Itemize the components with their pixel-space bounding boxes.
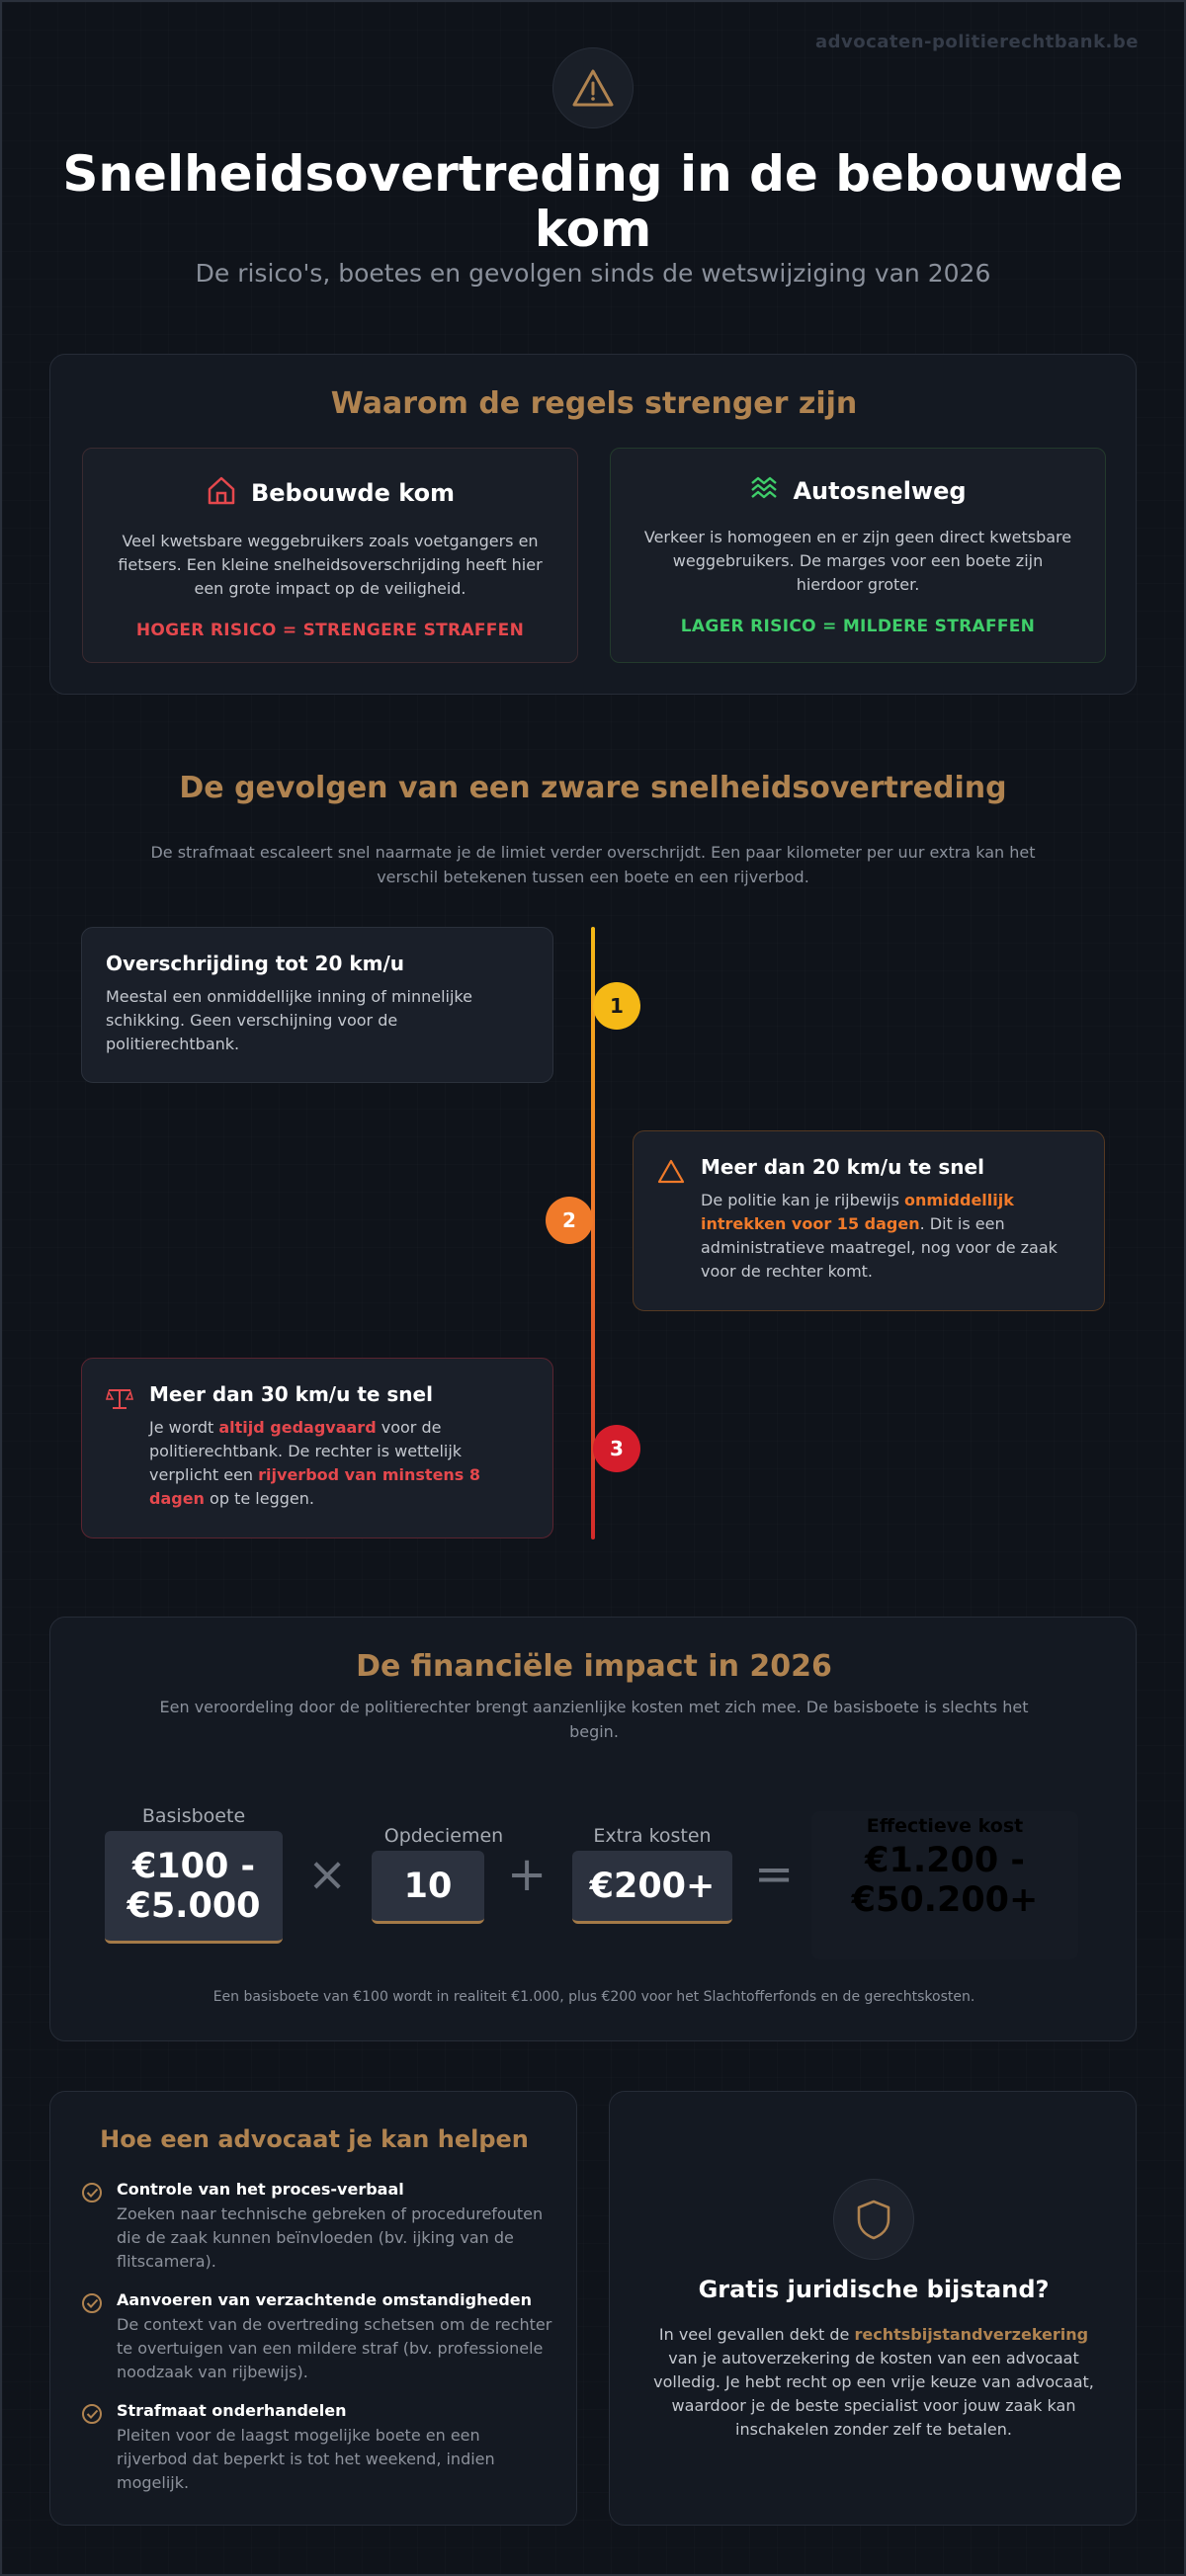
site-watermark: advocaten-politierechtbank.be	[814, 32, 1139, 52]
help-item-text: De context van de overtreding schetsen om de rechter te overtuigen van een mildere straf (bv. professionele noodzaak van rijbewijs).	[117, 2315, 552, 2381]
house-icon	[206, 474, 237, 512]
equals-operator: =	[754, 1847, 795, 1902]
warning-icon	[552, 47, 634, 128]
step-3-text: Je wordt altijd gedagvaard voor de politierechtbank. De rechter is wettelijk verplicht een rijverbod van minstens 8 dagen op te leggen.	[149, 1418, 481, 1508]
check-circle-icon	[81, 2182, 103, 2207]
step-2-text: De politie kan je rijbewijs onmiddellijk intrekken voor 15 dagen. Dit is een administratieve maatregel, nog voor de zaak voor de rechter komt.	[701, 1191, 1058, 1281]
plus-operator: +	[507, 1847, 548, 1902]
step-3-marker: 3	[593, 1425, 640, 1472]
multiplier-label: Opdeciemen	[383, 1825, 504, 1847]
rules-panel	[49, 354, 1137, 695]
financial-heading: De financiële impact in 2026	[356, 1649, 832, 1684]
base-fine-value: €100 - €5.000	[105, 1831, 283, 1944]
multiplier-value: 10	[372, 1851, 484, 1924]
highway-tag: LAGER RISICO = MILDERE STRAFFEN	[680, 617, 1036, 636]
step-2-card	[633, 1130, 1105, 1311]
help-item-text: Zoeken naar technische gebreken of procedurefouten die de zaak kunnen beïnvloeden (bv. ijking van de flitscamera).	[117, 2204, 544, 2271]
step-2-title: Meer dan 20 km/u te snel	[701, 1155, 984, 1179]
built-up-tag: HOGER RISICO = STRENGERE STRAFFEN	[135, 621, 525, 640]
help-item-title: Controle van het proces-verbaal	[117, 2180, 404, 2199]
step-1-text: Meestal een onmiddellijke inning of minnelijke schikking. Geen verschijning voor de politierechtbank.	[106, 987, 472, 1053]
built-up-header	[83, 474, 577, 512]
extra-costs-value: €200+	[572, 1851, 732, 1924]
check-circle-icon	[81, 2403, 103, 2429]
built-up-text: Veel kwetsbare weggebruikers zoals voetgangers en fietsers. Een kleine snelheidsoverschrijding heeft hier een grote impact op de veiligheid.	[118, 532, 543, 598]
help-item-title: Aanvoeren van verzachtende omstandigheden	[117, 2290, 533, 2309]
highway-header	[611, 474, 1105, 508]
help-item-text: Pleiten voor de laagst mogelijke boete en een rijverbod dat beperkt is tot het weekend, indien mogelijk.	[117, 2426, 495, 2492]
step-2-marker: 2	[546, 1197, 593, 1244]
help-item-2	[81, 2290, 555, 2384]
shield-icon	[833, 2179, 914, 2260]
consequences-heading: De gevolgen van een zware snelheidsovertreding	[179, 771, 1007, 805]
step-2-highlight: onmiddellijk intrekken voor 15 dagen	[701, 1191, 1014, 1233]
step-3-highlight-a: altijd gedagvaard	[218, 1418, 377, 1437]
step-1-marker: 1	[593, 982, 640, 1030]
rules-heading: Waarom de regels strenger zijn	[330, 386, 858, 421]
highway-text: Verkeer is homogeen en er zijn geen direct kwetsbare weggebruikers. De marges voor een boete zijn hierdoor groter.	[643, 528, 1072, 594]
check-circle-icon	[81, 2292, 103, 2318]
consequences-intro: De strafmaat escaleert snel naarmate je de limiet verder overschrijdt. Een paar kilometer per uur extra kan het verschil betekenen tussen een boete en een rijverbod.	[150, 843, 1036, 886]
effective-cost-value: €1.200 - €50.200+	[851, 1841, 1039, 1920]
step-1-card	[81, 927, 553, 1083]
financial-panel	[49, 1617, 1137, 2041]
warning-icon	[657, 1159, 685, 1189]
effective-cost-label: Effectieve kost	[866, 1815, 1024, 1837]
financial-intro: Een veroordeling door de politierechter brengt aanzienlijke kosten met zich mee. De basisboete is slechts het begin.	[159, 1698, 1029, 1741]
base-fine-label: Basisboete	[141, 1805, 246, 1827]
legal-aid-highlight: rechtsbijstandverzekering	[854, 2325, 1089, 2344]
page-subtitle: De risico's, boetes en gevolgen sinds de wetswijziging van 2026	[195, 259, 991, 288]
highway-card	[610, 448, 1106, 663]
help-heading: Hoe een advocaat je kan helpen	[100, 2125, 529, 2153]
help-item-title: Strafmaat onderhandelen	[117, 2401, 347, 2420]
extra-costs-label: Extra kosten	[593, 1825, 712, 1847]
help-item-1	[81, 2180, 555, 2274]
step-3-highlight-b: rijverbod van minstens 8 dagen	[149, 1465, 481, 1508]
step-3-title: Meer dan 30 km/u te snel	[149, 1382, 433, 1406]
highway-title: Autosnelweg	[793, 477, 967, 505]
step-1-title: Overschrijding tot 20 km/u	[106, 952, 405, 975]
financial-footnote: Een basisboete van €100 wordt in realiteit €1.000, plus €200 voor het Slachtofferfonds en de gerechtskosten.	[212, 1989, 975, 2005]
effective-cost-box	[811, 1811, 1078, 1959]
times-operator: ×	[307, 1847, 348, 1902]
scales-icon	[106, 1386, 133, 1416]
built-up-title: Bebouwde kom	[250, 479, 456, 507]
built-up-card	[82, 448, 578, 663]
legal-aid-panel	[609, 2091, 1137, 2526]
help-item-3	[81, 2401, 555, 2495]
page-title: Snelheidsovertreding in de bebouwde kom	[62, 145, 1124, 258]
legal-aid-text: In veel gevallen dekt de rechtsbijstandverzekering van je autoverzekering de kosten van een advocaat volledig. Je hebt recht op een vrije keuze van advocaat, waardoor je de beste specialist voor jouw zaak kan inschakelen zonder zelf te betalen.	[653, 2325, 1094, 2439]
legal-aid-title: Gratis juridische bijstand?	[698, 2276, 1050, 2303]
road-waves-icon	[749, 474, 779, 508]
step-3-card	[81, 1358, 553, 1538]
